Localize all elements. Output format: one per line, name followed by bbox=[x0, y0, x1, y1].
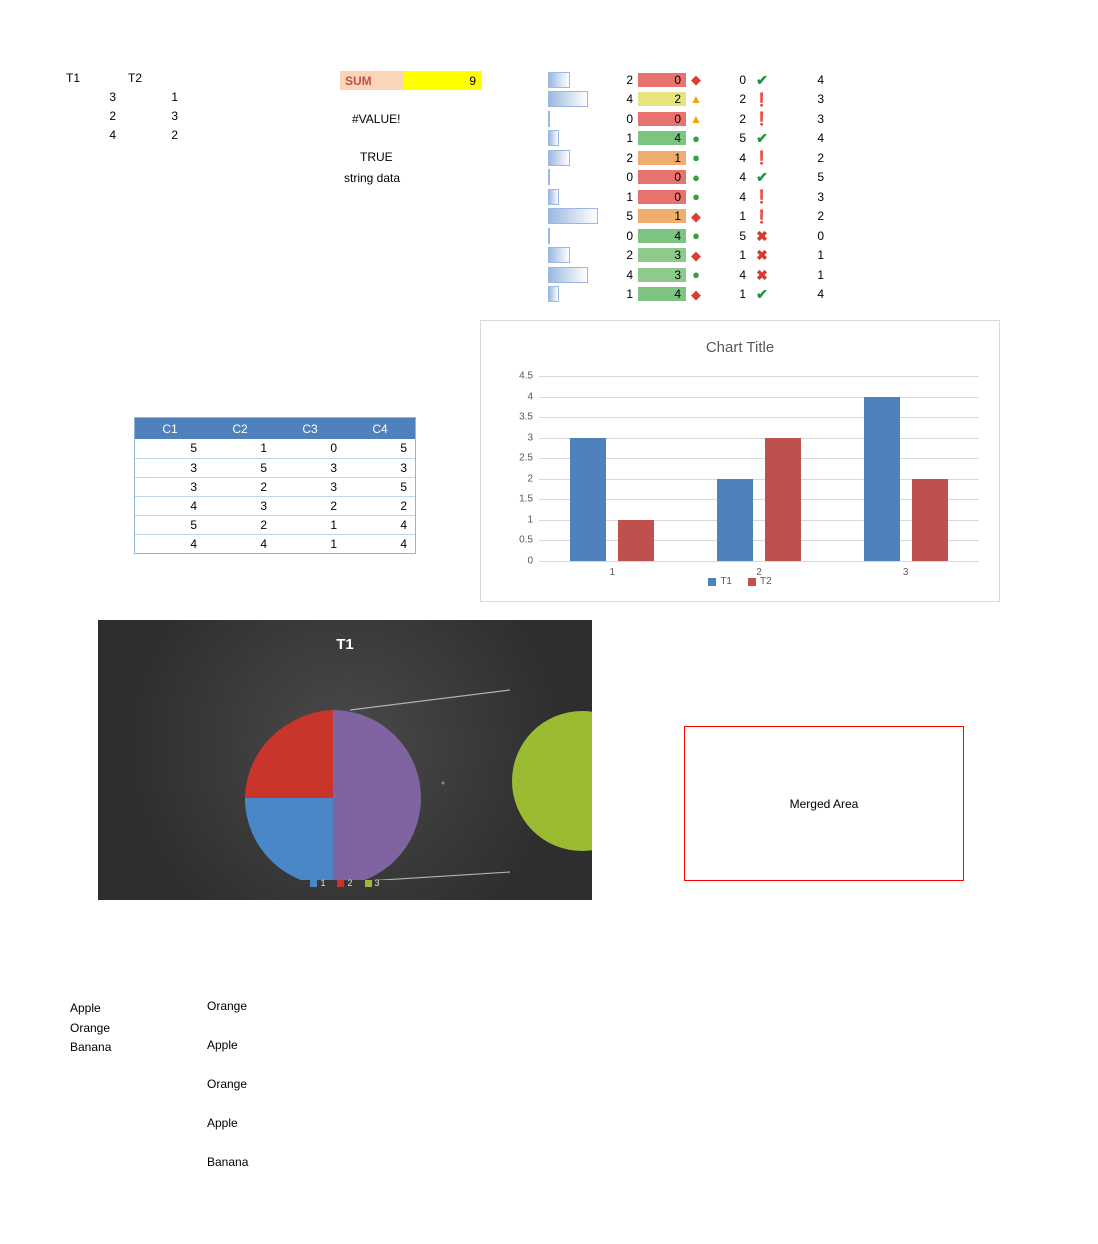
conditional-format-row bbox=[548, 168, 830, 188]
plain-value-cell: 2 bbox=[817, 209, 824, 224]
data-bar-value: 2 bbox=[626, 72, 633, 87]
data-bar-value: 1 bbox=[626, 189, 633, 204]
data-bar-cell bbox=[548, 72, 604, 88]
conditional-format-row bbox=[548, 265, 830, 285]
pie-chart-legend bbox=[98, 878, 592, 888]
cell-t2-r1: 1 bbox=[171, 89, 178, 104]
color-scale-cell: 3 bbox=[638, 268, 686, 282]
diamond-icon: ◆ bbox=[691, 286, 701, 302]
icon-set-value: 4 bbox=[739, 267, 746, 282]
pie-chart-graphic bbox=[98, 650, 592, 880]
table-cell: 4 bbox=[345, 534, 415, 553]
pie-legend-item-1 bbox=[310, 878, 325, 888]
conditional-format-row bbox=[548, 129, 830, 149]
table-cell: 5 bbox=[345, 439, 415, 458]
pie-legend-label-3: 3 bbox=[374, 878, 380, 888]
conditional-format-row bbox=[548, 226, 830, 246]
conditional-format-row bbox=[548, 90, 830, 110]
icon-set-value: 2 bbox=[739, 111, 746, 126]
gridline bbox=[539, 397, 979, 398]
conditional-format-row bbox=[548, 285, 830, 305]
bar-t1-2 bbox=[717, 479, 753, 561]
data-bar-cell bbox=[548, 169, 604, 185]
table-cell: 2 bbox=[275, 496, 345, 515]
boolean-value: TRUE bbox=[360, 150, 393, 164]
error-value: #VALUE! bbox=[352, 112, 401, 126]
column-header-c4: C4 bbox=[345, 418, 415, 439]
x-axis-tick-label: 2 bbox=[756, 567, 762, 578]
pie-legend-swatch-3 bbox=[365, 880, 372, 887]
table-cell: 3 bbox=[135, 458, 205, 477]
plain-value-cell: 1 bbox=[817, 267, 824, 282]
check-icon: ✔ bbox=[756, 71, 768, 88]
table-cell: 3 bbox=[275, 477, 345, 496]
excl-icon: ❗ bbox=[753, 189, 771, 205]
plain-value-cell: 5 bbox=[817, 170, 824, 185]
cell-t2-r2: 3 bbox=[171, 108, 178, 123]
merged-area[interactable] bbox=[684, 726, 964, 881]
icon-set-value: 5 bbox=[739, 131, 746, 146]
column-header-c3: C3 bbox=[275, 418, 345, 439]
list-item: Apple bbox=[70, 1001, 101, 1015]
pie-chart bbox=[98, 620, 592, 900]
data-bar-value: 1 bbox=[626, 131, 633, 146]
legend-item-t1 bbox=[708, 576, 732, 587]
t1-t2-table bbox=[60, 68, 184, 144]
y-axis-tick-label: 4.5 bbox=[519, 370, 533, 382]
plain-value-cell: 2 bbox=[817, 150, 824, 165]
legend-label-t2: T2 bbox=[760, 576, 772, 587]
bar-t2-1 bbox=[618, 520, 654, 561]
table-cell: 5 bbox=[205, 458, 275, 477]
conditional-format-grid bbox=[548, 70, 830, 304]
gridline bbox=[539, 376, 979, 377]
table-cell: 4 bbox=[135, 496, 205, 515]
cell-t1-r3: 4 bbox=[109, 127, 116, 142]
pie-legend-swatch-2 bbox=[337, 880, 344, 887]
table-row bbox=[135, 477, 415, 496]
circle-icon: ● bbox=[692, 169, 700, 185]
table-cell: 2 bbox=[205, 515, 275, 534]
table-cell: 2 bbox=[205, 477, 275, 496]
plain-value-cell: 4 bbox=[817, 131, 824, 146]
bar-t2-2 bbox=[765, 438, 801, 561]
triangle-icon: ▲ bbox=[690, 92, 702, 107]
color-scale-cell: 0 bbox=[638, 112, 686, 126]
y-axis-tick-label: 2 bbox=[527, 473, 533, 485]
check-icon: ✔ bbox=[756, 286, 768, 303]
list-item: Apple bbox=[207, 1116, 238, 1130]
x-icon: ✖ bbox=[756, 227, 768, 244]
legend-swatch-t2 bbox=[748, 578, 756, 586]
list-item: Orange bbox=[207, 1077, 248, 1091]
y-axis-tick-label: 1.5 bbox=[519, 493, 533, 505]
excl-icon: ❗ bbox=[753, 208, 771, 224]
y-axis-tick-label: 1 bbox=[527, 514, 533, 526]
c-table bbox=[134, 417, 416, 554]
table-cell: 5 bbox=[135, 515, 205, 534]
gridline bbox=[539, 417, 979, 418]
color-scale-cell: 1 bbox=[638, 209, 686, 223]
data-bar-cell bbox=[548, 91, 604, 107]
circle-icon: ● bbox=[692, 267, 700, 283]
data-bar-cell bbox=[548, 286, 604, 302]
table-cell: 3 bbox=[135, 477, 205, 496]
list-item: Banana bbox=[70, 1040, 112, 1054]
table-cell: 4 bbox=[135, 534, 205, 553]
table-row bbox=[135, 534, 415, 553]
bar-t1-3 bbox=[864, 397, 900, 561]
excl-icon: ❗ bbox=[753, 91, 771, 107]
data-bar-cell bbox=[548, 228, 604, 244]
data-bar-value: 2 bbox=[626, 150, 633, 165]
column-header-t2: T2 bbox=[128, 70, 143, 85]
icon-set-value: 1 bbox=[739, 209, 746, 224]
data-bar-cell bbox=[548, 189, 604, 205]
x-axis-tick-label: 3 bbox=[902, 567, 909, 578]
plain-value-cell: 4 bbox=[817, 72, 824, 87]
table-row bbox=[135, 515, 415, 534]
data-bar-value: 4 bbox=[626, 267, 633, 282]
table-cell: 4 bbox=[345, 515, 415, 534]
check-icon: ✔ bbox=[756, 169, 768, 186]
chart-title: Chart Title bbox=[705, 339, 775, 356]
pie-chart-title: T1 bbox=[336, 636, 354, 653]
cell-t2-r3: 2 bbox=[171, 127, 178, 142]
y-axis-tick-label: 0.5 bbox=[519, 534, 533, 546]
color-scale-cell: 0 bbox=[638, 190, 686, 204]
icon-set-value: 2 bbox=[739, 92, 746, 107]
merged-area-label: Merged Area bbox=[789, 796, 859, 811]
color-scale-cell: 2 bbox=[638, 92, 686, 106]
diamond-icon: ◆ bbox=[691, 208, 701, 224]
table-row bbox=[135, 439, 415, 458]
check-icon: ✔ bbox=[756, 130, 768, 147]
icon-set-value: 1 bbox=[739, 248, 746, 263]
bar-chart bbox=[480, 320, 1000, 602]
x-icon: ✖ bbox=[756, 266, 768, 283]
diamond-icon: ◆ bbox=[691, 72, 701, 88]
color-scale-cell: 3 bbox=[638, 248, 686, 262]
bar-t1-1 bbox=[570, 438, 606, 561]
pie-legend-swatch-1 bbox=[310, 880, 317, 887]
column-header-c1: C1 bbox=[135, 418, 205, 439]
sum-value: 9 bbox=[404, 71, 482, 90]
icon-set-value: 5 bbox=[739, 228, 746, 243]
circle-icon: ● bbox=[692, 130, 700, 146]
conditional-format-row bbox=[548, 187, 830, 207]
bar-t2-3 bbox=[912, 479, 948, 561]
x-axis-tick-label: 1 bbox=[609, 567, 616, 578]
conditional-format-row bbox=[548, 109, 830, 129]
table-cell: 3 bbox=[345, 458, 415, 477]
list-item: Orange bbox=[70, 1020, 111, 1035]
color-scale-cell: 4 bbox=[638, 229, 686, 243]
string-value: string data bbox=[344, 171, 401, 185]
plain-value-cell: 0 bbox=[817, 228, 824, 243]
data-bar-cell bbox=[548, 267, 604, 283]
conditional-format-row bbox=[548, 148, 830, 168]
data-bar-cell bbox=[548, 150, 604, 166]
table-cell: 3 bbox=[205, 496, 275, 515]
list-item: Orange bbox=[207, 999, 248, 1013]
legend-swatch-t1 bbox=[708, 578, 716, 586]
table-row bbox=[60, 125, 184, 144]
legend-label-t1: T1 bbox=[720, 576, 732, 587]
data-bar-cell bbox=[548, 130, 604, 146]
data-bar-value: 5 bbox=[626, 209, 633, 224]
gridline bbox=[539, 561, 979, 562]
color-scale-cell: 0 bbox=[638, 170, 686, 184]
bar-chart-legend bbox=[481, 576, 999, 587]
icon-set-value: 4 bbox=[739, 170, 746, 185]
table-row bbox=[60, 106, 184, 125]
conditional-format-row bbox=[548, 246, 830, 266]
table-cell: 0 bbox=[275, 439, 345, 458]
color-scale-cell: 4 bbox=[638, 287, 686, 301]
y-axis-tick-label: 2.5 bbox=[519, 452, 533, 464]
data-bar-cell bbox=[548, 111, 604, 127]
table-cell: 2 bbox=[345, 496, 415, 515]
plain-value-cell: 4 bbox=[817, 287, 824, 302]
table-cell: 5 bbox=[345, 477, 415, 496]
plain-value-cell: 3 bbox=[817, 92, 824, 107]
data-bar-value: 0 bbox=[626, 170, 633, 185]
sum-label: SUM bbox=[340, 71, 404, 90]
table-cell: 5 bbox=[135, 439, 205, 458]
column-header-c2: C2 bbox=[205, 418, 275, 439]
pie-legend-item-3 bbox=[365, 878, 380, 888]
icon-set-value: 4 bbox=[739, 150, 746, 165]
column-header-t1: T1 bbox=[66, 70, 81, 85]
y-axis-tick-label: 3 bbox=[527, 432, 533, 444]
excl-icon: ❗ bbox=[753, 111, 771, 127]
list-item: Banana bbox=[207, 1155, 249, 1169]
y-axis-tick-label: 0 bbox=[527, 555, 533, 567]
icon-set-value: 4 bbox=[739, 189, 746, 204]
color-scale-cell: 1 bbox=[638, 151, 686, 165]
plain-value-cell: 3 bbox=[817, 111, 824, 126]
excl-icon: ❗ bbox=[753, 150, 771, 166]
fruit-list-left bbox=[70, 999, 111, 1058]
circle-icon: ● bbox=[692, 189, 700, 205]
table-row bbox=[135, 458, 415, 477]
data-bar-value: 1 bbox=[626, 287, 633, 302]
legend-item-t2 bbox=[748, 576, 772, 587]
y-axis-tick-label: 4 bbox=[527, 391, 533, 403]
data-bar-value: 0 bbox=[626, 111, 633, 126]
pie-legend-label-1: 1 bbox=[320, 878, 326, 888]
data-bar-cell bbox=[548, 208, 604, 224]
icon-set-value: 0 bbox=[739, 72, 746, 87]
table-cell: 1 bbox=[205, 439, 275, 458]
sum-row bbox=[340, 71, 482, 90]
plain-value-cell: 1 bbox=[817, 248, 824, 263]
circle-icon: ● bbox=[692, 150, 700, 166]
table-cell: 3 bbox=[275, 458, 345, 477]
table-cell: 1 bbox=[275, 534, 345, 553]
data-bar-cell bbox=[548, 247, 604, 263]
data-bar-value: 2 bbox=[626, 248, 633, 263]
y-axis-tick-label: 3.5 bbox=[519, 411, 533, 423]
data-bar-value: 4 bbox=[626, 92, 633, 107]
fruit-list-right bbox=[207, 999, 248, 1194]
color-scale-cell: 0 bbox=[638, 73, 686, 87]
plain-value-cell: 3 bbox=[817, 189, 824, 204]
icon-set-value: 1 bbox=[739, 287, 746, 302]
bar-chart-plot-area bbox=[519, 370, 979, 578]
cell-t1-r1: 3 bbox=[109, 89, 116, 104]
color-scale-cell: 4 bbox=[638, 131, 686, 145]
conditional-format-row bbox=[548, 207, 830, 227]
conditional-format-row bbox=[548, 70, 830, 90]
cell-t1-r2: 2 bbox=[109, 108, 116, 123]
circle-icon: ● bbox=[692, 228, 700, 244]
x-icon: ✖ bbox=[756, 247, 768, 264]
list-item: Apple bbox=[207, 1038, 238, 1052]
data-bar-value: 0 bbox=[626, 228, 633, 243]
table-cell: 1 bbox=[275, 515, 345, 534]
triangle-icon: ▲ bbox=[690, 111, 702, 126]
diamond-icon: ◆ bbox=[691, 247, 701, 263]
table-row bbox=[60, 87, 184, 106]
table-row bbox=[135, 496, 415, 515]
pie-legend-item-2 bbox=[337, 878, 352, 888]
table-cell: 4 bbox=[205, 534, 275, 553]
pie-legend-label-2: 2 bbox=[347, 878, 353, 888]
